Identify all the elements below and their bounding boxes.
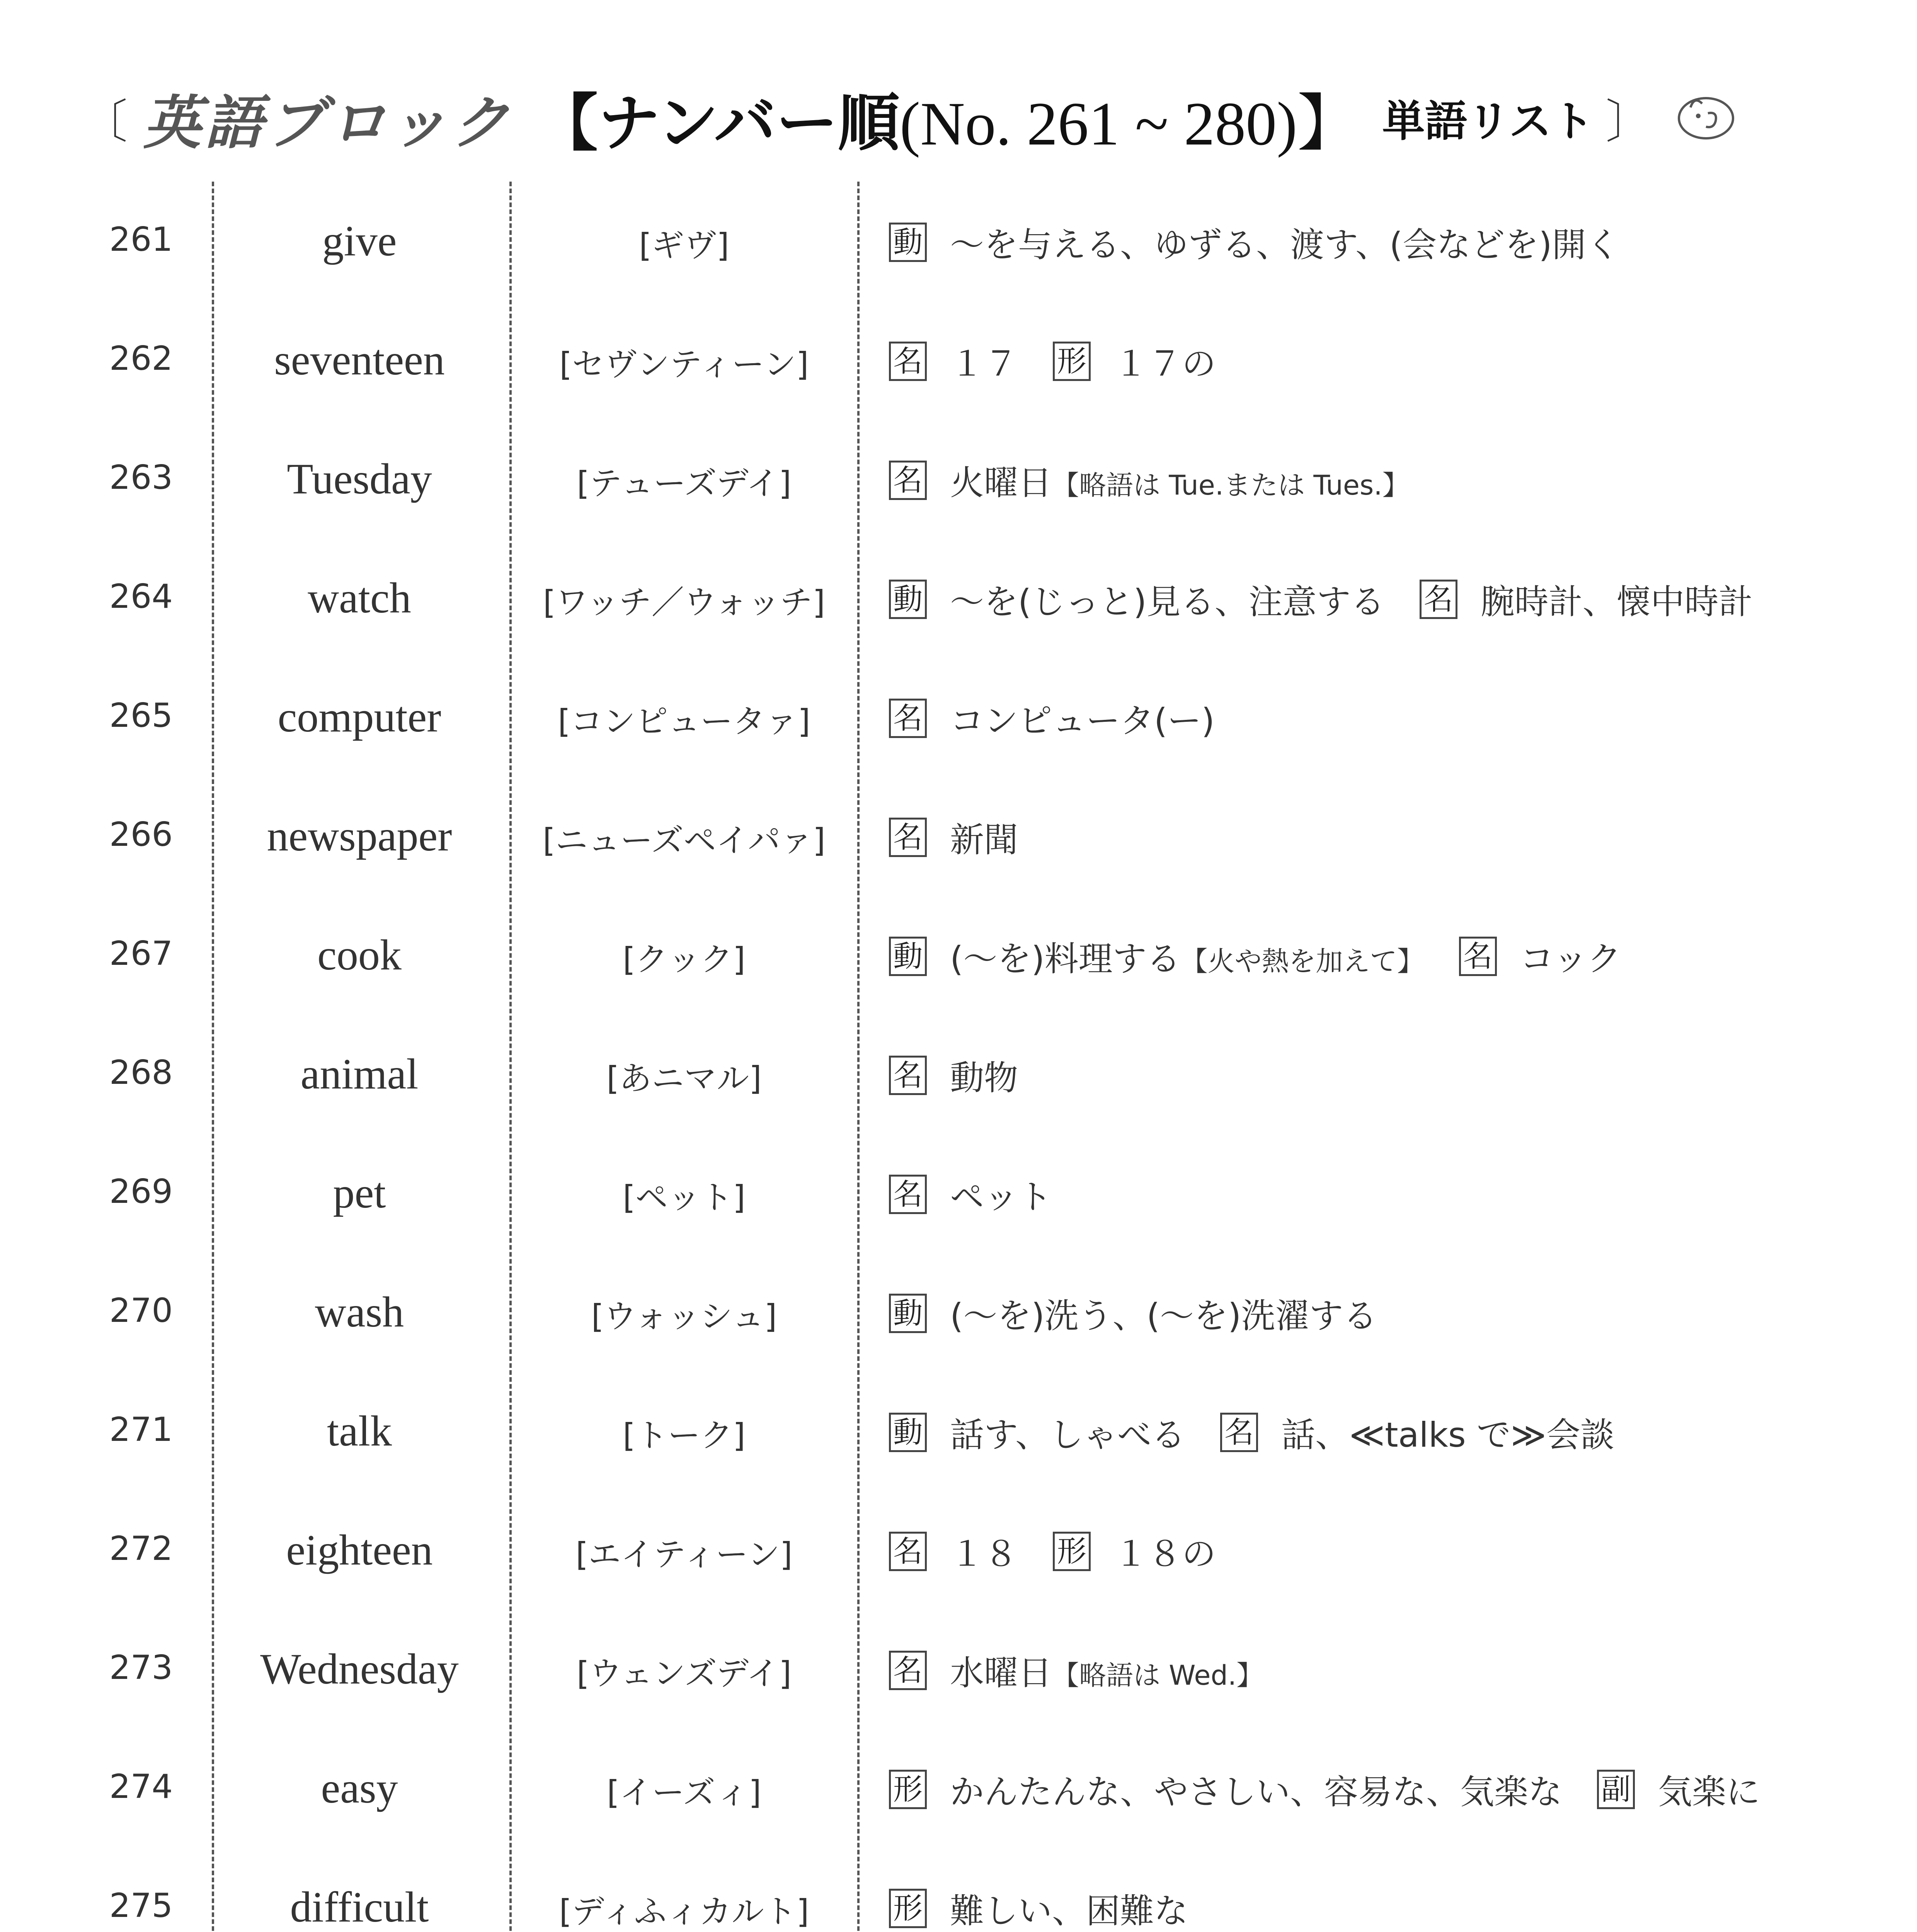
- meaning: [889, 337, 1902, 386]
- list-item: [0, 804, 1917, 881]
- definition-text: １７: [950, 344, 1018, 384]
- word-number: 269: [109, 1172, 173, 1211]
- definition: [1520, 932, 1621, 981]
- part-of-speech-badge: 名: [1420, 580, 1457, 619]
- part-of-speech-badge: 名: [889, 342, 927, 381]
- part-of-speech-badge: 名: [889, 1651, 927, 1690]
- english-word: Wednesday: [260, 1645, 459, 1693]
- definition: [950, 1051, 1018, 1100]
- meaning: [889, 1884, 1902, 1932]
- part-of-speech-badge: 形: [1053, 1532, 1091, 1571]
- definition-text: 気楽に: [1658, 1772, 1760, 1812]
- english-word: animal: [300, 1050, 419, 1098]
- word-number: 264: [109, 577, 173, 616]
- definition: [950, 337, 1018, 386]
- list-item: [0, 566, 1917, 643]
- part-of-speech-badge: 動: [889, 1294, 927, 1333]
- list-item: [0, 1280, 1917, 1357]
- meaning: [889, 1170, 1902, 1219]
- meaning: [889, 456, 1902, 505]
- english-word: seventeen: [274, 336, 445, 384]
- pronunciation: [あニマル]: [606, 1060, 762, 1097]
- meaning: [889, 575, 1902, 624]
- part-of-speech-badge: 名: [889, 1175, 927, 1214]
- definition: [950, 1170, 1052, 1219]
- list-item: [0, 209, 1917, 286]
- definition-text: ～を(じっと)見る、注意する: [950, 582, 1385, 622]
- part-of-speech-badge: 形: [889, 1889, 927, 1928]
- definition-text: 水曜日: [950, 1653, 1052, 1693]
- english-word: easy: [321, 1764, 398, 1812]
- definition: [950, 575, 1385, 624]
- definition-text: １８: [950, 1534, 1018, 1574]
- word-number: 265: [109, 696, 173, 735]
- brand-logo-text: 英語ブロック: [143, 90, 513, 157]
- header-close-bracket: 〕: [1605, 95, 1652, 149]
- word-number: 266: [109, 815, 173, 854]
- part-of-speech-badge: 名: [889, 1056, 927, 1095]
- part-of-speech-badge: 名: [889, 461, 927, 500]
- definition: [950, 694, 1215, 743]
- part-of-speech-badge: 名: [889, 699, 927, 738]
- definition: [1114, 1527, 1216, 1576]
- definition-text: (～を)料理する: [950, 939, 1181, 979]
- word-number: 271: [109, 1410, 173, 1449]
- word-number: 263: [109, 458, 173, 497]
- definition: [950, 1646, 1263, 1695]
- english-word: cook: [317, 931, 402, 979]
- page-title: 【ナンバー順: [536, 87, 900, 159]
- list-item: [0, 685, 1917, 762]
- definition-text: ペット: [950, 1177, 1052, 1217]
- english-word: give: [322, 217, 397, 265]
- english-word: watch: [308, 574, 411, 622]
- pronunciation: [エイティーン]: [575, 1536, 793, 1573]
- meaning: [889, 1408, 1902, 1457]
- definition-text: (～を)洗う、(～を)洗濯する: [950, 1296, 1377, 1336]
- list-item: [0, 1161, 1917, 1238]
- part-of-speech-badge: 名: [1459, 937, 1497, 976]
- definition: [950, 813, 1018, 862]
- definition: [950, 1527, 1018, 1576]
- list-item: [0, 1518, 1917, 1595]
- definition: [950, 1289, 1377, 1338]
- pronunciation: [セヴンティーン]: [559, 345, 809, 383]
- pronunciation: [コンピュータァ]: [558, 702, 810, 740]
- definition-note: 【略語は Tue.または Tues.】: [1052, 469, 1410, 501]
- definition: [950, 1884, 1188, 1932]
- pronunciation: [テューズデイ]: [577, 464, 792, 502]
- definition-text: 難しい、困難な: [950, 1891, 1188, 1931]
- definition: [950, 218, 1620, 267]
- part-of-speech-badge: 動: [889, 1413, 927, 1452]
- part-of-speech-badge: 動: [889, 223, 927, 262]
- part-of-speech-badge: 形: [889, 1770, 927, 1809]
- word-number: 261: [109, 220, 173, 259]
- meaning: [889, 1289, 1902, 1338]
- english-word: computer: [278, 693, 441, 741]
- list-item: [0, 1399, 1917, 1476]
- word-number: 272: [109, 1529, 173, 1568]
- header-open-bracket: 〔: [81, 95, 128, 149]
- definition: [950, 1408, 1185, 1457]
- word-number: 268: [109, 1053, 173, 1092]
- meaning: [889, 1051, 1902, 1100]
- part-of-speech-badge: 副: [1597, 1770, 1635, 1809]
- definition: [950, 1765, 1562, 1814]
- word-number: 275: [109, 1886, 173, 1925]
- meaning: [889, 1527, 1902, 1576]
- page-subtitle: 単語リスト: [1382, 97, 1594, 146]
- meaning: [889, 932, 1902, 981]
- word-number: 267: [109, 934, 173, 973]
- definition-text: 話す、しゃべる: [950, 1415, 1185, 1455]
- definition: [1658, 1765, 1760, 1814]
- pronunciation: [ニューズペイパァ]: [543, 821, 826, 859]
- meaning: [889, 218, 1902, 267]
- definition-text: コンピュータ(ー): [950, 701, 1215, 741]
- part-of-speech-badge: 動: [889, 937, 927, 976]
- definition-text: かんたんな、やさしい、容易な、気楽な: [950, 1772, 1563, 1812]
- page-title-range: (No. 261 ~ 280)】: [899, 89, 1359, 158]
- word-number: 273: [109, 1648, 173, 1687]
- part-of-speech-badge: 名: [889, 818, 927, 857]
- english-word: eighteen: [286, 1526, 433, 1574]
- part-of-speech-badge: 形: [1053, 342, 1091, 381]
- pronunciation: [ウォッシュ]: [591, 1298, 777, 1335]
- english-word: pet: [333, 1169, 386, 1217]
- definition: [1281, 1408, 1614, 1457]
- definition: [1114, 337, 1216, 386]
- list-item: [0, 1756, 1917, 1833]
- definition-text: 動物: [950, 1058, 1018, 1098]
- definition-text: ～を与える、ゆずる、渡す、(会などを)開く: [950, 225, 1620, 265]
- definition-text: 火曜日: [950, 463, 1052, 503]
- meaning: [889, 694, 1902, 743]
- meaning: [889, 1646, 1902, 1695]
- word-number: 262: [109, 339, 173, 378]
- page-header: [81, 73, 1859, 162]
- definition-text: 話、≪talks で≫会談: [1281, 1415, 1614, 1455]
- pronunciation: [ワッチ／ウォッチ]: [543, 583, 825, 621]
- definition-text: 新聞: [950, 820, 1018, 860]
- list-item: [0, 1637, 1917, 1714]
- definition-text: 腕時計、懐中時計: [1480, 582, 1753, 622]
- meaning: [889, 1765, 1902, 1814]
- pronunciation: [ペット]: [623, 1179, 746, 1216]
- list-item: [0, 1875, 1917, 1932]
- definition-text: コック: [1520, 939, 1621, 979]
- definition: [1481, 575, 1753, 624]
- pronunciation: [ギヴ]: [639, 226, 729, 264]
- definition-text: １７の: [1114, 344, 1216, 384]
- english-word: Tuesday: [287, 455, 432, 503]
- list-item: [0, 923, 1917, 1000]
- definition-note: 【火や熱を加えて】: [1180, 946, 1424, 977]
- part-of-speech-badge: 名: [889, 1532, 927, 1571]
- pronunciation: [ディふィカルト]: [559, 1893, 809, 1930]
- english-word: difficult: [290, 1883, 429, 1931]
- part-of-speech-badge: 名: [1220, 1413, 1258, 1452]
- english-word: newspaper: [267, 812, 452, 860]
- english-word: talk: [327, 1407, 392, 1455]
- english-word: wash: [315, 1288, 404, 1336]
- pronunciation: [イーズィ]: [607, 1774, 761, 1811]
- word-number: 274: [109, 1767, 173, 1806]
- list-item: [0, 447, 1917, 524]
- list-item: [0, 328, 1917, 405]
- pronunciation: [トーク]: [623, 1417, 746, 1454]
- meaning: [889, 813, 1902, 862]
- definition: [950, 456, 1410, 505]
- smiley-face-icon: [1675, 92, 1737, 144]
- pronunciation: [クック]: [623, 940, 746, 978]
- definition: [950, 932, 1424, 981]
- part-of-speech-badge: 動: [889, 580, 927, 619]
- word-number: 270: [109, 1291, 173, 1330]
- definition-text: １８の: [1114, 1534, 1216, 1574]
- pronunciation: [ウェンズデイ]: [576, 1655, 792, 1692]
- definition-note: 【略語は Wed.】: [1052, 1660, 1264, 1691]
- list-item: [0, 1042, 1917, 1119]
